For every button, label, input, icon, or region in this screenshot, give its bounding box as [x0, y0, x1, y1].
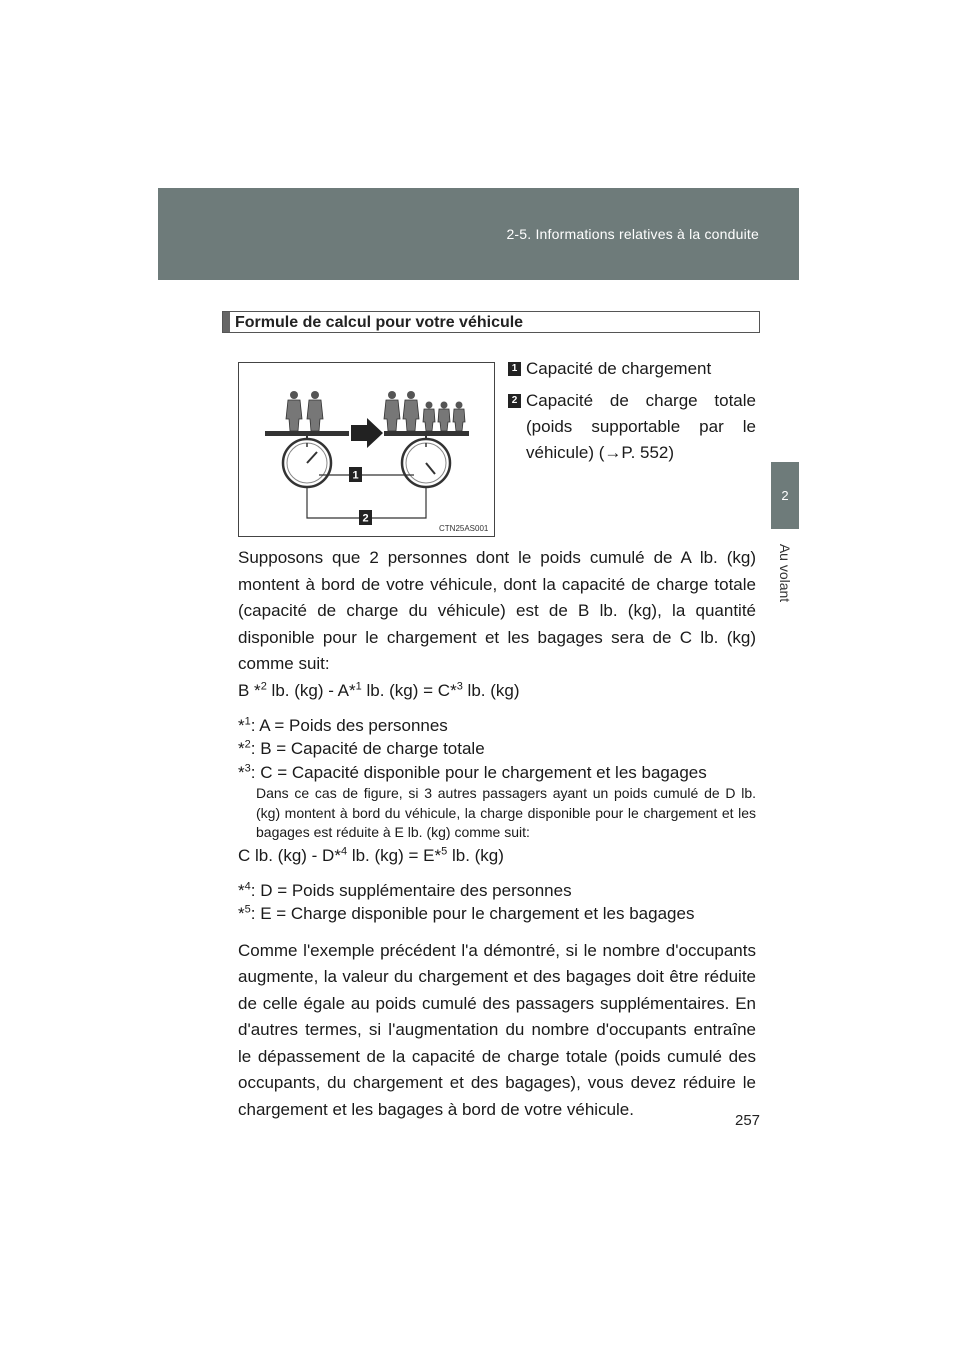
definition-line: *$^5$: E = Charge disponible pour le chargement et les bagages	[238, 903, 695, 923]
formula-2: C lb. (kg) - D*$^4$ lb. (kg) = E*$^5$ lb. (kg)	[238, 844, 504, 865]
people-before	[286, 391, 323, 431]
definition-line: *$^4$: D = Poids supplémentaire des personnes	[238, 879, 572, 900]
definition-line: *$^3$: C = Capacité disponible pour le chargement et les bagages	[238, 761, 707, 782]
scale-right-gauge	[402, 439, 450, 487]
example-note: Dans ce cas de figure, si 3 autres passagers ayant un poids cumulé de D lb. (kg) montent à bord du véhicule, la charge disponible pour le chargement et les bagages est réduite à E lb. (kg) comme suit:	[256, 785, 756, 840]
formula-1: B *$^2$ lb. (kg) - A*$^1$ lb. (kg) = C*$^3$ lb. (kg)	[238, 679, 520, 700]
number-badge-icon: 1	[508, 362, 521, 376]
chapter-side-label	[771, 535, 799, 615]
conclusion-paragraph: Comme l'exemple précédent l'a démontré, si le nombre d'occupants augmente, la valeur du chargement et des bagages doit être réduite de celle égale au poids cumulé des passagers supplémentaires. En d'autres termes, si l'augmentation du nombre d'occupants entraîne le dépassement de la capacité de charge totale (poids cumulé des occupants, du chargement et des bagages), vous devez réduire le chargement et les bagages à bord de votre véhicule.	[238, 940, 756, 1119]
load-capacity-illustration	[238, 362, 495, 537]
chapter-number: 2	[781, 488, 789, 503]
number-badge-icon: 2	[508, 394, 521, 408]
chapter-label: Au volant	[777, 543, 793, 603]
body-content	[238, 545, 756, 1123]
chapter-tab	[771, 462, 799, 529]
definitions-2	[238, 879, 756, 926]
figure-code: CTN25AS001	[439, 524, 489, 533]
legend-item	[508, 388, 756, 466]
platform-right	[384, 431, 469, 436]
definition-line: *$^2$: B = Capacité de charge totale	[238, 738, 485, 758]
platform-left	[265, 431, 349, 436]
page-number: 257	[735, 1112, 761, 1129]
chapter-header	[158, 188, 799, 280]
definition-line: *$^1$: A = Poids des personnes	[238, 714, 448, 735]
legend-text: Capacité de chargement	[526, 359, 712, 378]
svg-text:1: 1	[352, 469, 359, 482]
definitions-1	[238, 714, 756, 785]
subsection-heading	[222, 311, 760, 333]
intro-paragraph: Supposons que 2 personnes dont le poids cumulé de A lb. (kg) montent à bord de votre véhicule, dont la capacité de charge totale (capacité de charge du véhicule) est de B lb. (kg), la quantité disponible pour le chargement et les bagages sera de C lb. (kg) comme suit:	[238, 548, 756, 673]
figure-legend	[508, 356, 756, 472]
scale-left-gauge	[283, 439, 331, 487]
svg-text:2: 2	[362, 512, 369, 525]
legend-text: Capacité de charge totale (poids supportable par le véhicule) (→P. 552)	[526, 391, 756, 462]
heading-accent-bar	[223, 312, 230, 332]
scale-diagram	[239, 363, 494, 536]
legend-item	[508, 356, 756, 382]
subsection-title: Formule de calcul pour votre véhicule	[235, 314, 524, 331]
arrow-icon	[351, 418, 383, 448]
section-title: 2-5. Informations relatives à la conduite	[506, 226, 759, 242]
people-after	[384, 391, 465, 431]
